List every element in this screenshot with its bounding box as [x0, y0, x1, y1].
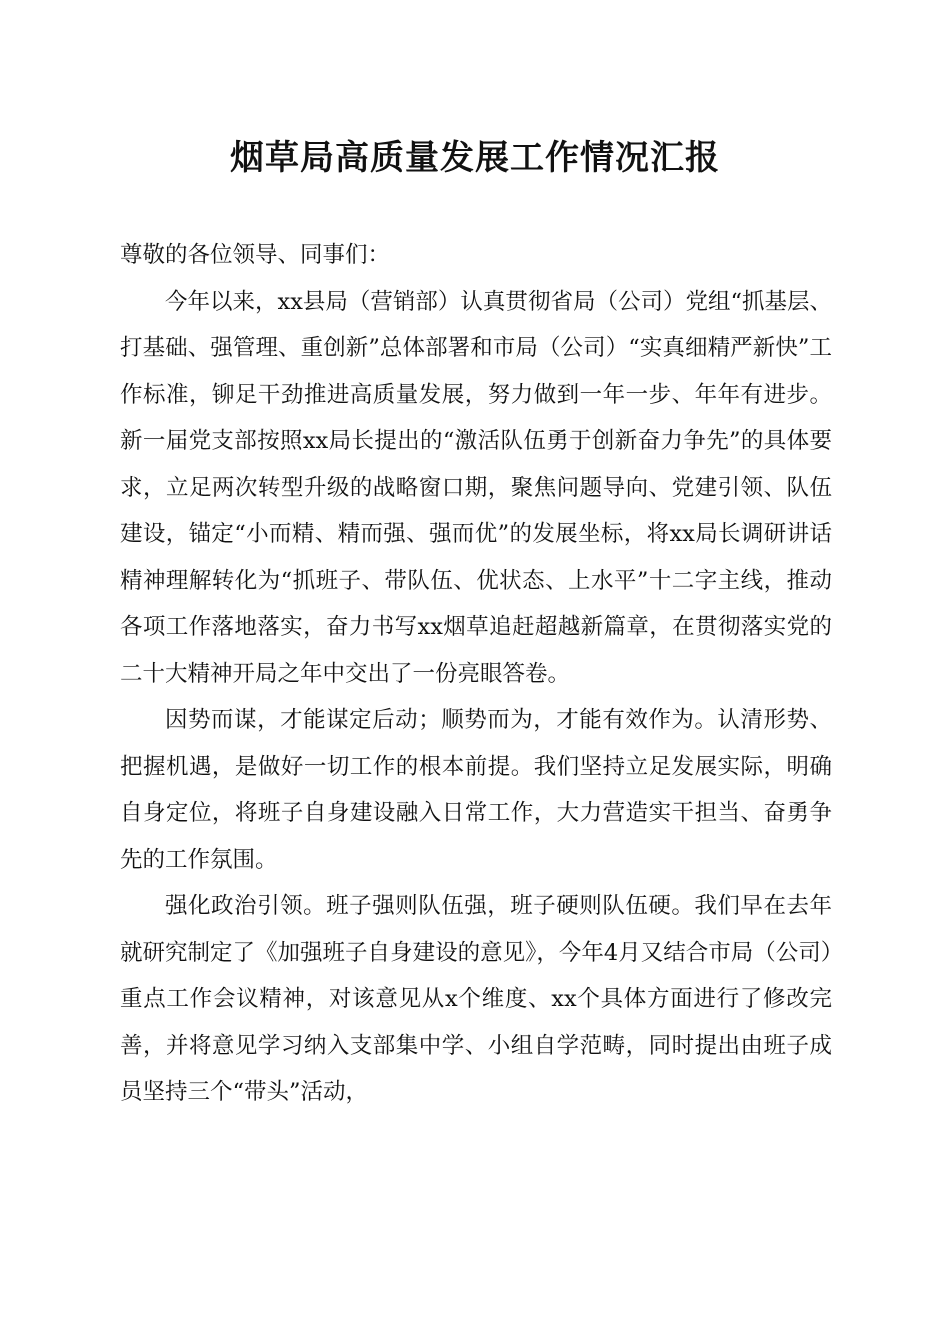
paragraph-2: 因势而谋，才能谋定后动；顺势而为，才能有效作为。认清形势、把握机遇，是做好一切工作的根本前提。我们坚持立足发展实际，明确自身定位，将班子自身建设融入日常工作，大力营造实干担当、奋勇争先的工作氛围。 — [120, 707, 832, 873]
paragraph-3: 强化政治引领。班子强则队伍强，班子硬则队伍硬。我们早在去年就研究制定了《加强班子自身建设的意见》，今年4月又结合市局（公司）重点工作会议精神，对该意见从x个维度、xx个具体方面进行了修改完善，并将意见学习纳入支部集中学、小组自学范畴，同时提出由班子成员坚持三个“带头”活动， — [120, 893, 832, 1105]
document-body — [120, 232, 832, 1116]
document-title: 烟草局高质量发展工作情况汇报 — [230, 138, 720, 178]
salutation: 尊敬的各位领导、同事们： — [120, 242, 391, 268]
paragraph-1: 今年以来，xx县局（营销部）认真贯彻省局（公司）党组“抓基层、打基础、强管理、重创新”总体部署和市局（公司）“实真细精严新快”工作标准，铆足干劲推进高质量发展，努力做到一年一步、年年有进步。新一届党支部按照xx局长提出的“激活队伍勇于创新奋力争先”的具体要求，立足两次转型升级的战略窗口期，聚焦问题导向、党建引领、队伍建设，锚定“小而精、精而强、强而优”的发展坐标，将xx局长调研讲话精神理解转化为“抓班子、带队伍、优状态、上水平”十二字主线，推动各项工作落地落实，奋力书写xx烟草追赶超越新篇章，在贯彻落实党的二十大精神开局之年中交出了一份亮眼答卷。 — [120, 288, 832, 687]
